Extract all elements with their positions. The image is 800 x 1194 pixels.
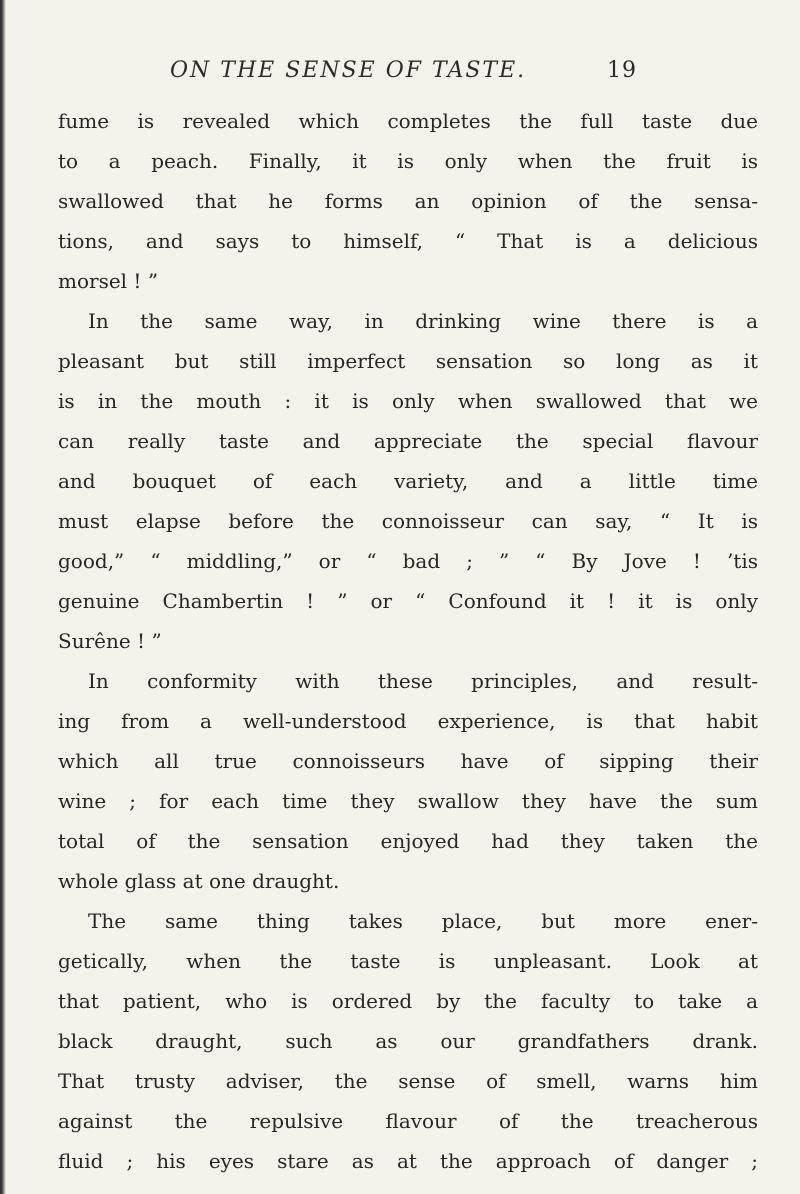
running-title: ON THE SENSE OF TASTE.: [170, 58, 527, 83]
text-line: morsel ! ”: [58, 269, 159, 293]
text-line: genuine Chambertin ! ” or “ Confound it ! it is only: [58, 589, 758, 613]
text-line: The same thing takes place, but more ener-: [88, 909, 758, 933]
text-line: wine ; for each time they swallow they have the sum: [58, 789, 758, 813]
text-line: which all true connoisseurs have of sipping their: [58, 749, 758, 773]
text-line: ing from a well-understood experience, is that habit: [58, 709, 758, 733]
text-line: must elapse before the connoisseur can say, “ It is: [58, 509, 758, 533]
text-line: and bouquet of each variety, and a little time: [58, 469, 758, 493]
text-line: pleasant but still imperfect sensation so long as it: [58, 349, 758, 373]
text-line: to a peach. Finally, it is only when the fruit is: [58, 149, 758, 173]
text-line: that patient, who is ordered by the faculty to take a: [58, 989, 758, 1013]
text-line: fluid ; his eyes stare as at the approach of danger ;: [58, 1149, 758, 1173]
text-line: can really taste and appreciate the special flavour: [58, 429, 758, 453]
text-line: In the same way, in drinking wine there is a: [88, 309, 758, 333]
text-line: black draught, such as our grandfathers drank.: [58, 1029, 758, 1053]
text-line: good,” “ middling,” or “ bad ; ” “ By Jove ! ’tis: [58, 549, 758, 573]
body-text: [58, 101, 758, 1181]
text-line: getically, when the taste is unpleasant. Look at: [58, 949, 758, 973]
text-line: total of the sensation enjoyed had they taken the: [58, 829, 758, 853]
text-line: In conformity with these principles, and result-: [88, 669, 758, 693]
text-line: whole glass at one draught.: [58, 869, 340, 893]
page-gutter-shadow: [0, 0, 6, 1194]
page-number: 19: [607, 58, 637, 83]
page-header: [0, 58, 800, 98]
text-line: fume is revealed which completes the full taste due: [58, 109, 758, 133]
text-line: against the repulsive flavour of the treacherous: [58, 1109, 758, 1133]
text-line: That trusty adviser, the sense of smell, warns him: [58, 1069, 758, 1093]
text-line: Surêne ! ”: [58, 629, 162, 653]
text-line: tions, and says to himself, “ That is a delicious: [58, 229, 758, 253]
text-line: swallowed that he forms an opinion of the sensa-: [58, 189, 758, 213]
text-line: is in the mouth : it is only when swallowed that we: [58, 389, 758, 413]
